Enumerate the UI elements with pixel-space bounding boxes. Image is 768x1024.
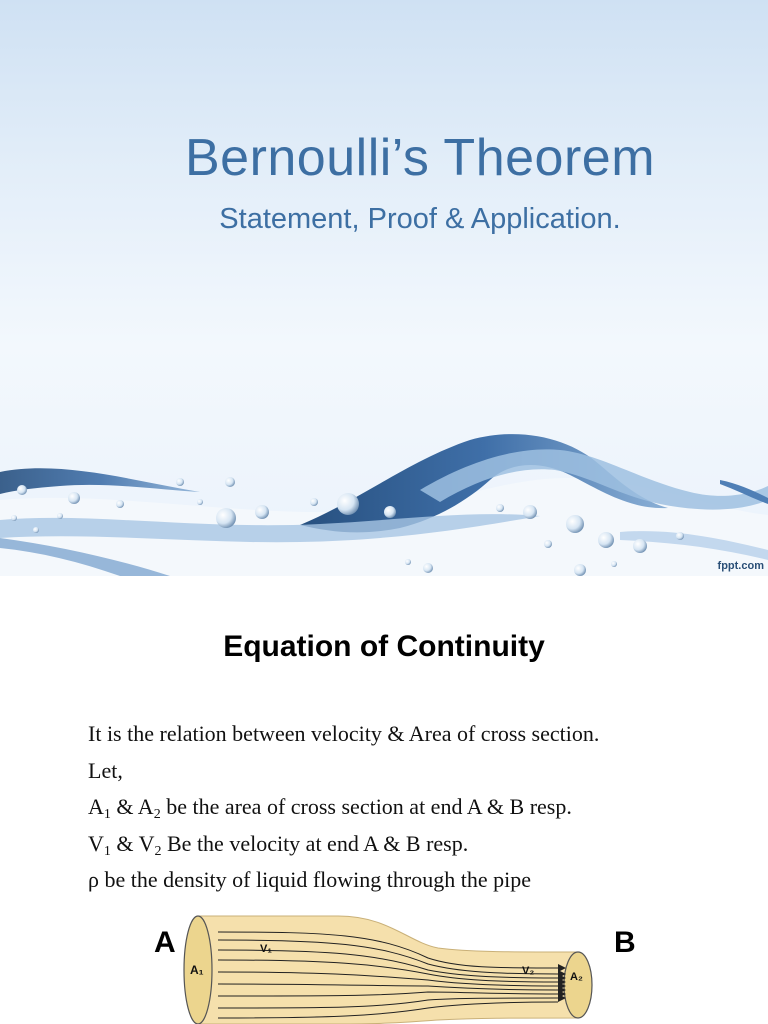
body-line-velocities: [88, 826, 748, 863]
area-description: be the area of cross section at end A & B resp.: [160, 794, 572, 819]
slide-heading: Equation of Continuity: [223, 630, 545, 663]
body-line-areas: [88, 789, 748, 826]
subscript-1: 1: [103, 843, 111, 859]
velocity-a-symbol: V: [88, 830, 104, 856]
subscript-1: 1: [103, 807, 111, 822]
continuity-slide: [0, 576, 768, 1024]
subscript-2: 2: [153, 807, 161, 822]
area-a-label: A₁: [190, 963, 204, 977]
wave-decoration: [0, 420, 768, 576]
slide-title: Bernoulli’s Theorem: [184, 129, 656, 187]
velocity-connector: & V: [110, 830, 155, 856]
velocity-a-label: V₁: [260, 943, 272, 955]
pipe-diagram: [178, 912, 604, 1024]
slide-subtitle: Statement, Proof & Application.: [219, 203, 621, 235]
body-line-let: Let,: [88, 757, 123, 783]
subscript-2: 2: [154, 843, 162, 859]
body-line-density: ρ be the density of liquid flowing through the pipe: [88, 867, 531, 892]
area-connector: & A: [110, 794, 154, 819]
pipe-end-b: [564, 952, 592, 1018]
velocity-b-label: V₂: [522, 965, 535, 977]
area-a-symbol: A: [88, 794, 104, 819]
velocity-description: Be the velocity at end A & B resp.: [161, 830, 469, 856]
fppt-credit: fppt.com: [717, 560, 764, 572]
area-b-label: A₂: [570, 971, 583, 983]
end-b-label: B: [614, 926, 636, 959]
slide-body: [88, 716, 748, 899]
end-a-label: A: [154, 926, 176, 959]
body-line-relation: It is the relation between velocity & Area of cross section.: [88, 721, 600, 746]
